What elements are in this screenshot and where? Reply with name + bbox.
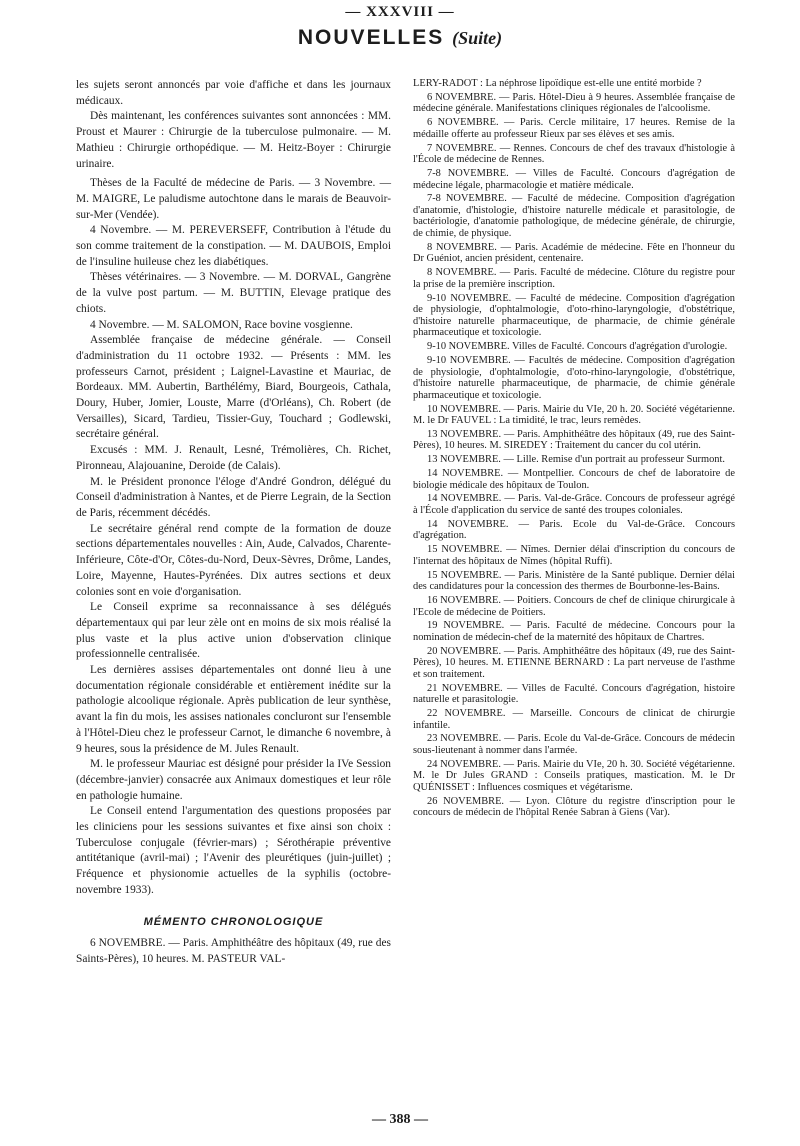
paragraph: Thèses de la Faculté de médecine de Paris. — 3 Novembre. — M. MAIGRE, Le paludisme autochtone dans le marais de Beauvoir-sur-Mer (Vendée). bbox=[76, 177, 391, 221]
memento-entry: 14 NOVEMBRE. — Montpellier. Concours de chef de laboratoire de biologie médicale des hôpitaux de Toulon. bbox=[413, 468, 735, 491]
memento-entry: 9-10 NOVEMBRE. — Facultés de médecine. Composition d'agrégation de physiologie, d'ophtalmologie, d'oto-rhino-laryngologie, d'obstétrique, d'histoire naturelle pharmaceutique, de pharmacie, de chimie générale pharmaceutique et toxicologie. bbox=[413, 354, 735, 401]
memento-entry: 19 NOVEMBRE. — Paris. Faculté de médecine. Concours pour la nomination de médecin-chef de la maternité des hôpitaux de Chartres. bbox=[413, 620, 735, 643]
title-suite: (Suite) bbox=[452, 28, 503, 48]
memento-entry: 13 NOVEMBRE. — Paris. Amphithéâtre des hôpitaux (49, rue des Saint-Pères), 10 heures. M. SIREDEY : Traitement du cancer du col utérin. bbox=[413, 428, 735, 452]
memento-entry: 23 NOVEMBRE. — Paris. Ecole du Val-de-Grâce. Concours de médecin sous-lieutenant à nommer dans l'armée. bbox=[413, 733, 735, 756]
memento-heading: MÉMENTO CHRONOLOGIQUE bbox=[143, 915, 324, 928]
page-section-number: — XXXVIII — bbox=[345, 4, 455, 20]
paragraph: 4 Novembre. — M. SALOMON, Race bovine vosgienne. bbox=[90, 318, 353, 331]
page-title bbox=[0, 26, 800, 50]
paragraph: Les dernières assises départementales ont donné lieu à une documentation régionale considérable et entièrement inédite sur la pathologie alcoolique régionale. Après publication de leur synthèse, avant la fin du mois, les assises nationales concluront sur l'ensemble à l'Hôtel-Dieu chez le professeur Carnot, le dimanche 6 novembre, à 9 heures, sous la présidence de M. Jules Renault. bbox=[76, 664, 391, 755]
memento-entry: 10 NOVEMBRE. — Paris. Mairie du VIe, 20 h. 20. Société végétarienne. M. le Dr FAUVEL : La timidité, le trac, leurs remèdes. bbox=[413, 403, 735, 427]
memento-entry: 7-8 NOVEMBRE. — Villes de Faculté. Concours d'agrégation de médecine légale, pharmacologie et matière médicale. bbox=[413, 167, 735, 191]
memento-entry: 9-10 NOVEMBRE. — Faculté de médecine. Composition d'agrégation de physiologie, d'ophtalmologie, d'oto-rhino-laryngologie, d'obstétrique, d'histoire naturelle pharmaceutique, de pharmacie, de chimie générale pharmaceutique et toxicologie. bbox=[413, 292, 735, 339]
paragraph: Assemblée française de médecine générale. — Conseil d'administration du 11 octobre 1932. — Présents : MM. les professeurs Carnot, président ; Laignel-Lavastine et Mauriac, de Bordeaux. MM. Aubertin, Barthélémy, Biard, Bourgeois, Cathala, Doury, Huber, Jomier, Louste, Marre (d'Orléans), Ch. Robert (de Versailles), Sicard, Tardieu, Tissier-Guy, Touchard ; Godlewski, secrétaire général. bbox=[76, 334, 391, 441]
memento-entry: 9-10 NOVEMBRE. Villes de Faculté. Concours d'agrégation d'urologie. bbox=[427, 341, 728, 353]
memento-entry: 7-8 NOVEMBRE. — Faculté de médecine. Composition d'agrégation d'anatomie, d'histologie, d'histoire naturelle médicale et parasitologie, de bactériologie, d'anatomie pathologique, de médecine générale, de chirurgie, de chimie, de physique. bbox=[413, 193, 735, 240]
paragraph: M. le professeur Mauriac est désigné pour présider la IVe Session (décembre-janvier) consacrée aux Animaux domestiques et leur rôle en pathologie humaine. bbox=[76, 758, 391, 802]
memento-entry: 14 NOVEMBRE. — Paris. Ecole du Val-de-Grâce. Concours d'agrégation. bbox=[413, 518, 735, 542]
paragraph: Thèses vétérinaires. — 3 Novembre. — M. DORVAL, Gangrène de la vulve post partum. — M. BUTTIN, Elevage pratique des chiots. bbox=[76, 271, 391, 315]
memento-entry: 16 NOVEMBRE. — Poitiers. Concours de chef de clinique chirurgicale à l'Ecole de médecine de Poitiers. bbox=[413, 594, 735, 618]
memento-entry: 13 NOVEMBRE. — Lille. Remise d'un portrait au professeur Surmont. bbox=[427, 454, 725, 466]
left-column bbox=[76, 78, 391, 968]
paragraph: Dès maintenant, les conférences suivantes sont annoncées : MM. Proust et Maurer : Chirurgie de la tuberculose pulmonaire. — M. Mathieu : Chirurgie orthopédique. — M. Heitz-Boyer : Chirurgie urinaire. bbox=[76, 110, 391, 170]
memento-entry: 26 NOVEMBRE. — Lyon. Clôture du registre d'inscription pour le concours de médecin de l'hôpital Renée Sabran à Giens (Var). bbox=[413, 795, 735, 819]
right-column bbox=[413, 78, 735, 821]
memento-entry: LERY-RADOT : La néphrose lipoïdique est-elle une entité morbide ? bbox=[413, 78, 702, 89]
paragraph: 4 Novembre. — M. PEREVERSEFF, Contribution à l'étude du son comme traitement de la constipation. — M. DAUBOIS, Emploi de l'insuline huileuse chez les diabétiques. bbox=[76, 224, 391, 268]
memento-entry: 6 NOVEMBRE. — Paris. Cercle militaire, 17 heures. Remise de la médaille offerte au professeur Rieux par ses élèves et ses amis. bbox=[413, 117, 735, 140]
paragraph: M. le Président prononce l'éloge d'André Gondron, délégué du Conseil d'administration à Nantes, et de Pierre Legrain, de la Section de Paris, récemment décédés. bbox=[76, 475, 391, 519]
memento-entry: 8 NOVEMBRE. — Paris. Académie de médecine. Fête en l'honneur du Dr Guéniot, ancien président, centenaire. bbox=[413, 241, 735, 265]
paragraph: les sujets seront annoncés par voie d'affiche et dans les journaux médicaux. bbox=[76, 79, 391, 107]
memento-entry: 15 NOVEMBRE. — Paris. Ministère de la Santé publique. Dernier délai des candidatures pour la concession des thermes de Bourbonne-les-Bains. bbox=[413, 569, 735, 593]
memento-entry: 7 NOVEMBRE. — Rennes. Concours de chef des travaux d'histologie à l'École de médecine de Rennes. bbox=[413, 142, 735, 166]
memento-entry: 21 NOVEMBRE. — Villes de Faculté. Concours d'agrégation, histoire naturelle et parasitologie. bbox=[413, 682, 735, 706]
memento-entry: 6 NOVEMBRE. — Paris. Amphithéâtre des hôpitaux (49, rue des Saints-Pères), 10 heures. M. PASTEUR VAL- bbox=[76, 937, 391, 965]
memento-entry: 14 NOVEMBRE. — Paris. Val-de-Grâce. Concours de professeur agrégé à l'École d'application du service de santé des troupes coloniales. bbox=[413, 493, 735, 516]
memento-entry: 8 NOVEMBRE. — Paris. Faculté de médecine. Clôture du registre pour la prise de la première inscription. bbox=[413, 267, 735, 290]
memento-entry: 15 NOVEMBRE. — Nîmes. Dernier délai d'inscription du concours de l'internat des hôpitaux de Nîmes (hôpital Ruffi). bbox=[413, 544, 735, 567]
page-number: — 388 — bbox=[372, 1112, 428, 1127]
paragraph: Le Conseil exprime sa reconnaissance à ses délégués départementaux qui par leur zèle ont en moins de six mois réalisé la plus vaste et la plus active union d'observation clinique professionnelle centralisée. bbox=[76, 601, 391, 661]
memento-entry: 20 NOVEMBRE. — Paris. Amphithéâtre des hôpitaux (49, rue des Saint-Pères), 10 heures. M. ETIENNE BERNARD : La part nerveuse de l'asthme et son traitement. bbox=[413, 645, 735, 680]
memento-entry: 24 NOVEMBRE. — Paris. Mairie du VIe, 20 h. 30. Société végétarienne. M. le Dr Jules GRAND : Conseils pratiques, mastication. M. le Dr QUÉNISSET : Influences cosmiques et végétarisme. bbox=[413, 758, 735, 793]
paragraph: Excusés : MM. J. Renault, Lesné, Trémolières, Ch. Richet, Pironneau, Alajouanine, Deroide (de Calais). bbox=[76, 444, 391, 472]
memento-entry: 22 NOVEMBRE. — Marseille. Concours de clinicat de chirurgie infantile. bbox=[413, 708, 735, 731]
memento-entry: 6 NOVEMBRE. — Paris. Hôtel-Dieu à 9 heures. Assemblée française de médecine générale. Manifestations cliniques régionales de l'alcoolisme. bbox=[413, 91, 735, 115]
paragraph: Le Conseil entend l'argumentation des questions proposées par les cliniciens pour les sessions suivantes et fixe ainsi son choix : Tuberculose conjugale (février-mars) ; Sérothérapie préventive antitétanique (avril-mai) ; l'Avenir des pleurétiques (juin-juillet) ; Fréquence et physionomie actuelles de la syphilis (octobre-novembre 1933). bbox=[76, 805, 391, 896]
title-text: NOUVELLES bbox=[297, 26, 445, 49]
paragraph: Le secrétaire général rend compte de la formation de douze sections départementales nouvelles : Ain, Aude, Calvados, Charente-Inférieure, Côte-d'Or, Côtes-du-Nord, Deux-Sèvres, Drôme, Landes, Loire, Mayenne, Hautes-Pyrénées. Dix autres sections et deux colonies sont en voie d'organisation. bbox=[76, 522, 391, 598]
